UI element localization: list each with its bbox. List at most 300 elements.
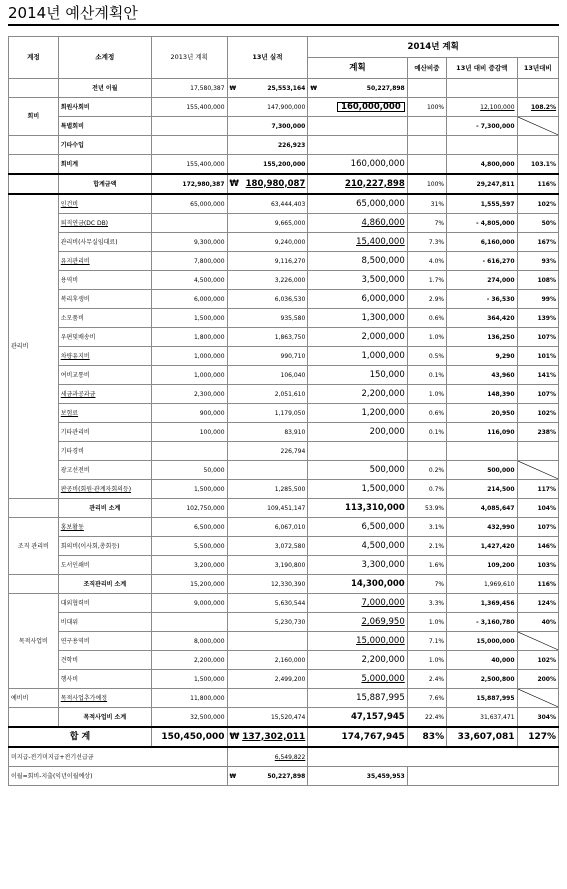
ratio-cell <box>407 499 446 518</box>
header-budget-ratio: 예산비중 <box>407 58 446 79</box>
subcategory-cell <box>58 480 151 499</box>
plan13-cell <box>151 214 227 233</box>
ratio-cell <box>407 117 446 136</box>
plan13-cell <box>151 194 227 214</box>
plan14-cell <box>308 194 407 214</box>
ratio-cell-text: 1.7% <box>428 276 445 284</box>
plan14-cell <box>308 767 407 786</box>
yoy-cell-text: 107% <box>537 523 556 531</box>
subcategory-cell <box>58 290 151 309</box>
subcategory-cell <box>58 366 151 385</box>
subcategory-cell <box>58 155 151 175</box>
subcategory-cell-text: 기타수입 <box>60 141 84 149</box>
subcategory-cell-text: 연구용역비 <box>60 637 90 645</box>
plan14-cell-text: 3,500,000 <box>361 274 405 285</box>
plan13-cell <box>151 174 227 194</box>
change-cell-text: 2,500,800 <box>480 675 515 683</box>
plan14-cell <box>308 442 407 461</box>
change-cell-text: 20,950 <box>491 409 515 417</box>
plan13-cell <box>151 708 227 728</box>
category-cell-text: 목적사업비 <box>18 637 48 645</box>
subcategory-cell <box>58 442 151 461</box>
ratio-cell-text: 0.7% <box>428 485 445 493</box>
plan14-cell-text: 500,000 <box>369 464 405 475</box>
plan14-cell-text: 7,000,000 <box>361 597 405 608</box>
plan13-cell <box>151 79 227 98</box>
subcategory-cell <box>58 651 151 670</box>
empty-cell <box>407 767 558 786</box>
change-cell-text: 136,250 <box>487 333 515 341</box>
ratio-cell <box>407 136 446 155</box>
plan14-cell <box>308 689 407 708</box>
plan14-cell <box>308 385 407 404</box>
plan14-cell-text: 2,069,950 <box>361 616 405 627</box>
plan14-cell <box>308 117 407 136</box>
subcategory-cell-text: 우편및배송비 <box>60 333 96 341</box>
actual13-cell-text: 5,230,730 <box>274 618 306 626</box>
ratio-cell-text: 1.6% <box>428 561 445 569</box>
plan13-cell-text: 4,500,000 <box>193 276 225 284</box>
plan13-cell-text: 50,000 <box>203 466 225 474</box>
actual13-cell-text: 15,520,474 <box>270 713 306 721</box>
actual13-cell <box>227 767 308 786</box>
yoy-cell <box>517 423 558 442</box>
actual13-cell <box>227 632 308 651</box>
yoy-cell <box>517 366 558 385</box>
ratio-cell-text: 7% <box>434 219 445 227</box>
yoy-cell-text: 104% <box>537 504 556 512</box>
plan14-cell <box>308 537 407 556</box>
plan14-cell <box>308 309 407 328</box>
subcategory-cell <box>58 689 151 708</box>
plan14-cell <box>308 347 407 366</box>
yoy-cell <box>517 480 558 499</box>
change-cell <box>447 404 517 423</box>
plan13-cell <box>151 727 227 747</box>
category-cell <box>9 518 59 575</box>
yoy-cell <box>517 670 558 689</box>
category-cell <box>9 575 59 594</box>
actual13-cell <box>227 366 308 385</box>
row-mgmt <box>9 366 559 385</box>
change-cell-text: - 3,160,780 <box>476 618 515 626</box>
subcategory-cell-text: 비대위 <box>60 618 79 626</box>
plan14-cell-text: 160,000,000 <box>350 158 405 169</box>
subcategory-cell-text: 회원사회비 <box>60 103 90 111</box>
header-category: 계정 <box>9 37 59 79</box>
actual13-cell <box>227 613 308 632</box>
ratio-cell <box>407 347 446 366</box>
row-org <box>9 518 559 537</box>
yoy-cell <box>517 442 558 461</box>
change-cell-text: 4,800,000 <box>480 160 515 168</box>
ratio-cell-text: 7% <box>434 580 445 588</box>
ratio-cell-text: 1.0% <box>428 390 445 398</box>
yoy-cell-text: 116% <box>537 580 556 588</box>
plan13-cell-text: 2,300,000 <box>193 390 225 398</box>
actual13-cell-text: 180,980,087 <box>245 178 306 189</box>
row-purpose-subtotal <box>9 708 559 728</box>
plan13-cell <box>151 461 227 480</box>
actual13-cell-text: 9,116,270 <box>274 257 306 265</box>
ratio-cell <box>407 575 446 594</box>
subcategory-cell <box>58 79 151 98</box>
plan13-cell-text: 1,800,000 <box>193 333 225 341</box>
plan13-cell-text: 65,000,000 <box>190 200 225 208</box>
subcategory-cell <box>58 594 151 613</box>
row-org <box>9 537 559 556</box>
plan14-cell-text: 6,000,000 <box>361 293 405 304</box>
actual13-cell <box>227 727 308 747</box>
yoy-cell <box>517 613 558 632</box>
plan13-cell <box>151 328 227 347</box>
yoy-cell-text: 93% <box>541 257 556 265</box>
row-mgmt <box>9 309 559 328</box>
change-cell <box>447 290 517 309</box>
subcategory-cell-text: 대외협력비 <box>60 599 90 607</box>
change-cell <box>447 632 517 651</box>
ratio-cell <box>407 708 446 728</box>
category-cell-text: 예비비 <box>11 694 29 702</box>
plan14-cell <box>308 613 407 632</box>
change-cell-text: 274,000 <box>487 276 515 284</box>
header-2013-plan: 2013년 계획 <box>151 37 227 79</box>
change-cell <box>447 214 517 233</box>
actual13-cell-text: 25,553,164 <box>267 84 306 92</box>
ratio-cell <box>407 98 446 117</box>
row-total <box>9 727 559 747</box>
subcategory-cell-text: 인건비 <box>60 200 79 208</box>
change-cell <box>447 480 517 499</box>
yoy-cell-text: 200% <box>537 675 556 683</box>
yoy-cell <box>517 328 558 347</box>
plan13-cell <box>151 252 227 271</box>
plan14-cell <box>308 575 407 594</box>
diagonal-slash <box>518 461 558 479</box>
plan13-cell-text: 6,500,000 <box>193 523 225 531</box>
plan14-cell-text: 50,227,898 <box>366 84 405 92</box>
subcategory-cell <box>58 385 151 404</box>
subcategory-cell-text: 행사비 <box>60 675 79 683</box>
plan13-cell-text: 155,400,000 <box>186 160 225 168</box>
actual13-cell-text: 50,227,898 <box>267 772 306 780</box>
plan13-cell-text: 6,000,000 <box>193 295 225 303</box>
plan14-cell-text: 1,000,000 <box>361 350 405 361</box>
change-cell <box>447 556 517 575</box>
ratio-cell <box>407 328 446 347</box>
row-membership-fee <box>9 98 559 117</box>
ratio-cell-text: 0.6% <box>428 409 445 417</box>
plan14-cell <box>308 594 407 613</box>
change-cell-text: 29,247,811 <box>476 180 515 188</box>
subcategory-cell-text: 목적사업추가예정 <box>60 694 108 702</box>
plan14-cell <box>308 651 407 670</box>
change-cell <box>447 328 517 347</box>
subcategory-cell <box>58 233 151 252</box>
yoy-cell <box>517 155 558 175</box>
plan14-cell-text: 4,500,000 <box>361 540 405 551</box>
subcategory-cell-text: 합계금액 <box>93 180 117 188</box>
plan14-cell-text: 2,200,000 <box>361 388 405 399</box>
row-carry-next <box>9 767 559 786</box>
plan13-cell <box>151 117 227 136</box>
actual13-cell-text: 7,300,000 <box>271 122 306 130</box>
actual13-cell <box>227 98 308 117</box>
plan14-cell-text: 113,310,000 <box>345 502 405 513</box>
yoy-cell <box>517 98 558 117</box>
plan13-cell-text: 172,980,387 <box>182 180 225 188</box>
row-purpose <box>9 632 559 651</box>
ratio-cell-text: 53.9% <box>425 504 445 512</box>
actual13-cell <box>227 79 308 98</box>
change-cell-text: 109,200 <box>487 561 515 569</box>
actual13-cell <box>227 347 308 366</box>
subcategory-cell <box>58 708 151 728</box>
category-cell-text: 회비 <box>27 113 40 120</box>
header-yoy: 13년대비 <box>517 58 558 79</box>
actual13-cell <box>227 155 308 175</box>
yoy-cell <box>517 727 558 747</box>
plan14-cell <box>308 747 559 767</box>
subcategory-cell <box>58 309 151 328</box>
subcategory-cell <box>58 404 151 423</box>
actual13-cell-text: 9,665,000 <box>274 219 306 227</box>
yoy-cell-text: 108.2% <box>531 103 556 111</box>
subcategory-cell <box>58 556 151 575</box>
plan13-cell-text: 150,450,000 <box>161 731 225 742</box>
ratio-cell-text: 7.6% <box>428 694 445 702</box>
ratio-cell-text: 0.6% <box>428 314 445 322</box>
row-mgmt <box>9 442 559 461</box>
ratio-cell <box>407 670 446 689</box>
subcategory-cell-text: 특별회비 <box>60 122 84 130</box>
ratio-cell <box>407 404 446 423</box>
row-mgmt <box>9 461 559 480</box>
subcategory-cell <box>58 423 151 442</box>
change-cell <box>447 423 517 442</box>
ratio-cell-text: 83% <box>422 731 445 742</box>
actual13-cell <box>227 499 308 518</box>
change-cell <box>447 117 517 136</box>
plan14-cell <box>308 136 407 155</box>
yoy-cell <box>517 518 558 537</box>
carry-label-cell <box>9 767 228 786</box>
actual13-cell <box>227 233 308 252</box>
actual13-cell-text: 63,444,403 <box>270 200 306 208</box>
plan13-cell-text: 1,000,000 <box>193 371 225 379</box>
category-cell <box>9 174 59 194</box>
yoy-cell-text: 101% <box>537 352 556 360</box>
actual13-cell-text: 1,863,750 <box>274 333 306 341</box>
ratio-cell <box>407 518 446 537</box>
subcategory-cell-text: 홍보활동 <box>60 523 84 531</box>
ratio-cell <box>407 537 446 556</box>
yoy-cell <box>517 632 558 651</box>
change-cell-text: - 616,270 <box>482 257 515 265</box>
yoy-cell-text: 50% <box>541 219 556 227</box>
ratio-cell <box>407 174 446 194</box>
yoy-cell <box>517 537 558 556</box>
subcategory-cell <box>58 194 151 214</box>
subcategory-cell-text: 관리비 소계 <box>89 504 121 512</box>
subcategory-cell-text: 보험료 <box>60 409 79 417</box>
actual13-cell <box>227 385 308 404</box>
plan13-cell <box>151 233 227 252</box>
plan14-cell-text: 2,000,000 <box>361 331 405 342</box>
ratio-cell-text: 3.1% <box>428 523 445 531</box>
ratio-cell <box>407 442 446 461</box>
yoy-cell <box>517 461 558 480</box>
ratio-cell <box>407 79 446 98</box>
change-cell-text: 1,555,597 <box>480 200 515 208</box>
actual13-cell-text: 2,051,610 <box>274 390 306 398</box>
category-cell <box>9 689 59 708</box>
plan14-cell <box>308 79 407 98</box>
yoy-cell <box>517 651 558 670</box>
unpaid-label-cell <box>9 747 228 767</box>
row-org <box>9 556 559 575</box>
yoy-cell <box>517 136 558 155</box>
change-cell-text: 4,085,647 <box>480 504 515 512</box>
subcategory-cell <box>58 632 151 651</box>
ratio-cell <box>407 366 446 385</box>
plan13-cell <box>151 670 227 689</box>
ratio-cell <box>407 556 446 575</box>
actual13-cell-text: 6,036,530 <box>274 295 306 303</box>
ratio-cell-text: 31% <box>430 200 445 208</box>
actual13-cell <box>227 309 308 328</box>
plan13-cell-text: 32,500,000 <box>190 713 225 721</box>
ratio-cell-text: 22.4% <box>425 713 445 721</box>
row-purpose <box>9 651 559 670</box>
plan13-cell <box>151 537 227 556</box>
plan13-cell <box>151 385 227 404</box>
plan14-cell-text: 210,227,898 <box>345 178 405 189</box>
ratio-cell <box>407 271 446 290</box>
plan13-cell <box>151 632 227 651</box>
ratio-cell-text: 1.0% <box>428 618 445 626</box>
subcategory-cell-text: 여비교통비 <box>60 371 90 379</box>
yoy-cell <box>517 79 558 98</box>
yoy-cell-text: 141% <box>537 371 556 379</box>
change-cell-text: 33,607,081 <box>457 731 515 742</box>
actual13-cell <box>227 423 308 442</box>
plan14-cell <box>308 670 407 689</box>
yoy-cell-text: 127% <box>528 731 556 742</box>
yoy-cell <box>517 174 558 194</box>
plan14-cell <box>308 290 407 309</box>
subcategory-cell-text: 퇴직연금(DC DB) <box>60 219 109 227</box>
plan13-cell-text: 3,200,000 <box>193 561 225 569</box>
plan13-cell <box>151 556 227 575</box>
actual13-cell-text: 2,160,000 <box>274 656 306 664</box>
row-org-subtotal <box>9 575 559 594</box>
ratio-cell <box>407 632 446 651</box>
yoy-cell-text: 102% <box>537 200 556 208</box>
ratio-cell <box>407 480 446 499</box>
subcategory-cell-text: 유지관리비 <box>60 257 90 265</box>
yoy-cell-text: 139% <box>537 314 556 322</box>
change-cell <box>447 670 517 689</box>
actual13-cell <box>227 404 308 423</box>
yoy-cell <box>517 385 558 404</box>
category-cell <box>9 136 59 155</box>
plan13-cell <box>151 594 227 613</box>
row-mgmt <box>9 480 559 499</box>
category-cell <box>9 98 59 136</box>
plan13-cell-text: 2,200,000 <box>193 656 225 664</box>
subcategory-cell-text: 도서인쇄비 <box>60 561 90 569</box>
change-cell <box>447 575 517 594</box>
actual13-cell <box>227 518 308 537</box>
change-cell <box>447 136 517 155</box>
plan13-cell-text: 155,400,000 <box>186 103 225 111</box>
change-cell-text: 500,000 <box>487 466 515 474</box>
yoy-cell <box>517 194 558 214</box>
plan14-cell-text: 1,500,000 <box>361 483 405 494</box>
change-cell-text: - 4,805,000 <box>476 219 515 227</box>
plan14-cell-text: 15,887,995 <box>356 692 405 703</box>
row-purpose <box>9 613 559 632</box>
plan14-cell <box>308 423 407 442</box>
change-cell-text: 43,960 <box>491 371 515 379</box>
plan14-cell <box>308 271 407 290</box>
plan14-cell-text: 15,000,000 <box>356 635 405 646</box>
category-cell <box>9 194 59 499</box>
total-label-cell-text: 합 계 <box>69 731 91 742</box>
plan13-cell <box>151 575 227 594</box>
plan13-cell-text: 7,800,000 <box>193 257 225 265</box>
category-cell <box>9 708 59 728</box>
row-mgmt <box>9 385 559 404</box>
change-cell <box>447 155 517 175</box>
actual13-cell <box>227 174 308 194</box>
category-cell-text: 관리비 <box>11 343 29 350</box>
yoy-cell-text: 238% <box>537 428 556 436</box>
yoy-cell-text: 103% <box>537 561 556 569</box>
plan13-cell-text: 900,000 <box>199 409 225 417</box>
yoy-cell-text: 116% <box>537 180 556 188</box>
yoy-cell-text: 103.1% <box>531 160 556 168</box>
plan13-cell <box>151 613 227 632</box>
ratio-cell-text: 4.0% <box>428 257 445 265</box>
yoy-cell-text: 167% <box>537 238 556 246</box>
actual13-cell-text: 226,794 <box>280 447 306 455</box>
budget-table <box>8 36 559 786</box>
actual13-cell <box>227 328 308 347</box>
plan13-cell <box>151 98 227 117</box>
actual13-cell-text: 6,549,822 <box>274 753 306 761</box>
ratio-cell-text: 0.2% <box>428 466 445 474</box>
change-cell-text: 40,000 <box>491 656 515 664</box>
plan13-cell-text: 9,300,000 <box>193 238 225 246</box>
subcategory-cell-text: 광고선전비 <box>60 466 90 474</box>
plan14-cell <box>308 328 407 347</box>
yoy-cell <box>517 271 558 290</box>
subcategory-cell-text: 관리비(사무실임대료) <box>60 238 118 246</box>
change-cell-text: 364,420 <box>487 314 515 322</box>
plan14-cell <box>308 155 407 175</box>
ratio-cell-text: 7.1% <box>428 637 445 645</box>
yoy-cell <box>517 556 558 575</box>
subcategory-cell-text: 차량유지비 <box>60 352 90 360</box>
category-cell <box>9 155 59 175</box>
yoy-cell-text: 99% <box>541 295 556 303</box>
subcategory-cell <box>58 252 151 271</box>
actual13-cell <box>227 117 308 136</box>
row-mgmt <box>9 328 559 347</box>
ratio-cell <box>407 155 446 175</box>
